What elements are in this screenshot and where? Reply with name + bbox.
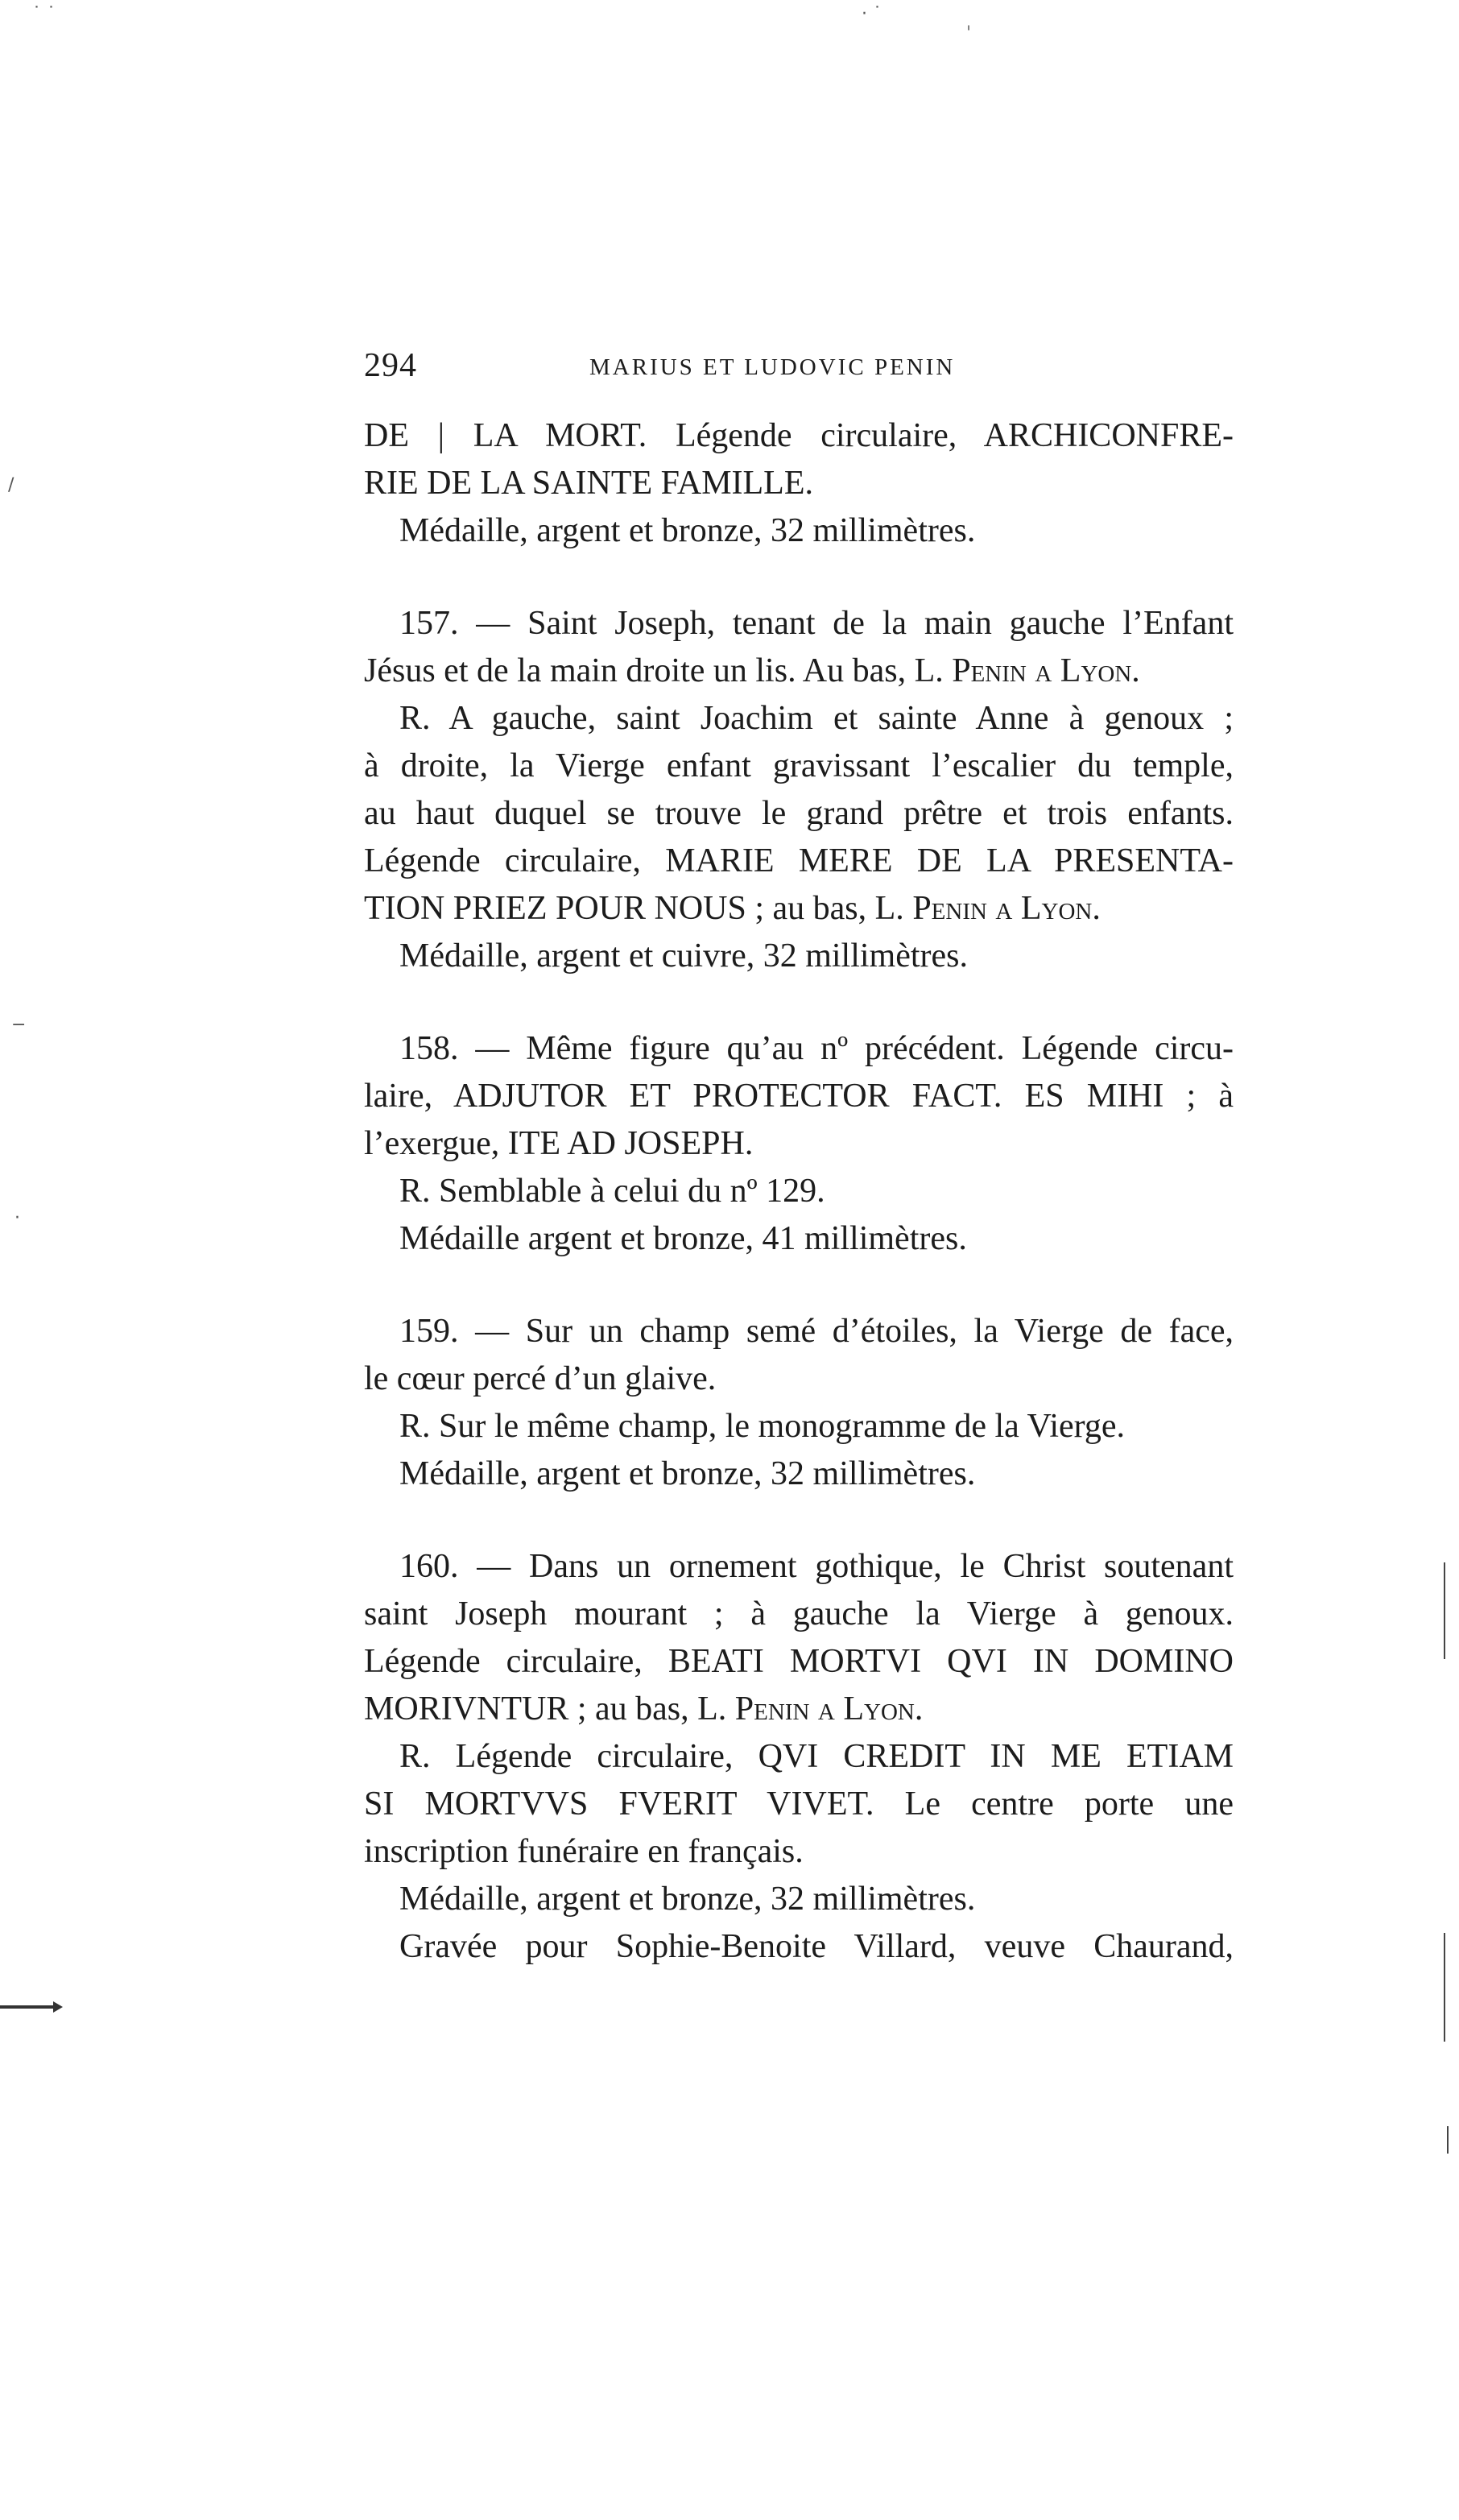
entry-160-line-5: R. Légende circulaire, QVI CREDIT IN ME ETIAM [399, 1738, 1234, 1775]
entry-159-medal-line: Médaille, argent et bronze, 32 millimètres. [399, 1455, 976, 1492]
body-text [364, 412, 1234, 1971]
entry-156-line-1: DE | LA MORT. Légende circulaire, ARCHICONFRE- [364, 417, 1234, 454]
scan-speck: ˌ [966, 12, 972, 32]
entry-160-line-4: MORIVNTUR ; au bas, L. Penin a Lyon. [364, 1690, 924, 1728]
running-title: MARIUS ET LUDOVIC PENIN [589, 354, 956, 380]
scan-edge-line [1444, 1933, 1445, 2042]
entry-159-line-2: le cœur percé d’un glaive. [364, 1360, 717, 1397]
scan-speck: · ˙ [862, 4, 882, 24]
entry-gap [364, 1263, 1234, 1308]
scan-edge-line [1447, 2126, 1449, 2154]
entry-157-medal-line: Médaille, argent et cuivre, 32 millimètres. [399, 937, 969, 974]
entry-157-line-2: Jésus et de la main droite un lis. Au bas, L. Penin a Lyon. [364, 652, 1140, 689]
entry-157-line-4: à droite, la Vierge enfant gravissant l’escalier du temple, [364, 747, 1234, 784]
entry-gap [364, 555, 1234, 600]
scan-speck: / [8, 475, 14, 495]
entry-157-line-7: TION PRIEZ POUR NOUS ; au bas, L. Penin a Lyon. [364, 890, 1101, 927]
entry-158-line-2: laire, ADJUTOR ET PROTECTOR FACT. ES MIHI ; à [364, 1078, 1234, 1115]
entry-gap [364, 980, 1234, 1025]
page-header [364, 346, 992, 395]
entry-157-line-1: 157. — Saint Joseph, tenant de la main gauche l’Enfant [399, 605, 1234, 642]
entry-160-line-2: saint Joseph mourant ; à gauche la Vierge à genoux. [364, 1595, 1234, 1632]
engraver-signature: Penin a Lyon [734, 1690, 915, 1728]
entry-gap [364, 1498, 1234, 1543]
entry-160-medal-line: Médaille, argent et bronze, 32 millimètres. [399, 1881, 976, 1918]
page-number: 294 [364, 347, 417, 384]
entry-157-line-5: au haut duquel se trouve le grand prêtre et trois enfants. [364, 795, 1234, 832]
entry-160-line-3: Légende circulaire, BEATI MORTVI QVI IN DOMINO [364, 1643, 1234, 1680]
entry-156-line-2: RIE DE LA SAINTE FAMILLE. [364, 465, 813, 502]
entry-160-line-9: Gravée pour Sophie-Benoite Villard, veuve Chaurand, [399, 1928, 1234, 1965]
entry-159-line-1: 159. — Sur un champ semé d’étoiles, la Vierge de face, [399, 1313, 1234, 1350]
entry-156-medal-line: Médaille, argent et bronze, 32 millimètres. [399, 512, 976, 549]
scan-edge-line [1444, 1562, 1445, 1659]
entry-158-line-4: R. Semblable à celui du nº 129. [399, 1173, 825, 1210]
entry-158-line-1: 158. — Même figure qu’au nº précédent. Légende circu- [399, 1030, 1234, 1067]
entry-160-line-6: SI MORTVVS FVERIT VIVET. Le centre porte une [364, 1786, 1234, 1823]
engraver-signature: Penin a Lyon [952, 652, 1132, 689]
entry-158-medal-line: Médaille argent et bronze, 41 millimètres. [399, 1220, 967, 1257]
entry-157-line-6: Légende circulaire, MARIE MERE DE LA PRESENTA- [364, 842, 1234, 879]
entry-160-line-7: inscription funéraire en français. [364, 1833, 804, 1870]
engraver-signature: Penin a Lyon [912, 890, 1093, 927]
scan-speck: ˙ ˙ [32, 4, 56, 24]
entry-159-line-3: R. Sur le même champ, le monogramme de la Vierge. [399, 1408, 1126, 1445]
arrow-mark [0, 2005, 56, 2009]
entry-157-line-3: R. A gauche, saint Joachim et sainte Anne à genoux ; [399, 700, 1234, 737]
entry-158-line-3: l’exergue, ITE AD JOSEPH. [364, 1125, 754, 1162]
scan-speck: − [11, 1015, 27, 1035]
entry-160-line-1: 160. — Dans un ornement gothique, le Christ soutenant [399, 1548, 1234, 1585]
scan-speck: · [14, 1208, 20, 1228]
